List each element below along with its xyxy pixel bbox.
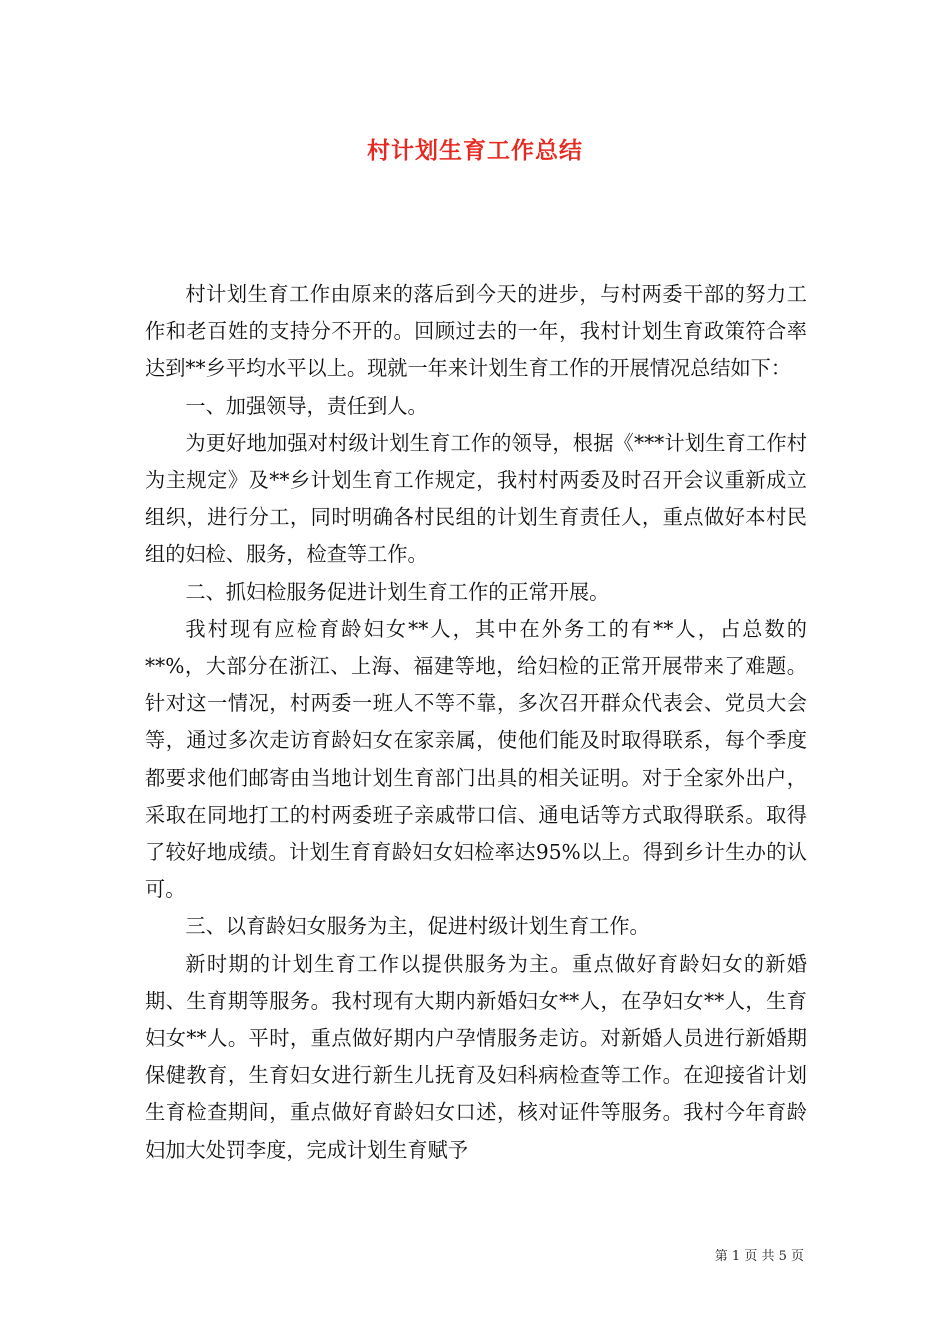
paragraph-section-1: 为更好地加强对村级计划生育工作的领导，根据《***计划生育工作村为主规定》及**乡计划生育工作规定，我村村两委及时召开会议重新成立组织，进行分工，同时明确各村民组的计划生育责任人，重点做好本村民组的妇检、服务，检查等工作。 [145, 430, 807, 567]
paragraph-section-2: 我村现有应检育龄妇女**人，其中在外务工的有**人，占总数的**%，大部分在浙江、上海、福建等地，给妇检的正常开展带来了难题。针对这一情况，村两委一班人不等不靠，多次召开群众代表会、党员大会等，通过多次走访育龄妇女在家亲属，使他们能及时取得联系，每个季度都要求他们邮寄由当地计划生育部门出具的相关证明。对于全家外出户，采取在同地打工的村两委班子亲戚带口信、通电话等方式取得联系。取得了较好地成绩。计划生育育龄妇女妇检率达95%以上。得到乡计生办的认可。 [145, 616, 807, 902]
section-heading-3: 三、以育龄妇女服务为主，促进村级计划生育工作。 [185, 914, 650, 939]
document-title: 村计划生育工作总结 [367, 137, 583, 164]
section-heading-2: 二、抓妇检服务促进计划生育工作的正常开展。 [185, 579, 610, 604]
paragraph-section-3: 新时期的计划生育工作以提供服务为主。重点做好育龄妇女的新婚期、生育期等服务。我村现有大期内新婚妇女**人，在孕妇女**人，生育妇女**人。平时，重点做好期内户孕情服务走访。对新婚人员进行新婚期保健教育，生育妇女进行新生儿抚育及妇科病检查等工作。在迎接省计划生育检查期间，重点做好育龄妇女口述，核对证件等服务。我村今年育龄妇加大处罚李度，完成计划生育赋予 [145, 951, 807, 1162]
paragraph-intro: 村计划生育工作由原来的落后到今天的进步，与村两委干部的努力工作和老百姓的支持分不开的。回顾过去的一年，我村计划生育政策符合率达到**乡平均水平以上。现就一年来计划生育工作的开展情况总结如下： [145, 282, 807, 381]
section-heading-1: 一、加强领导，责任到人。 [185, 393, 428, 418]
document-body [145, 276, 807, 1169]
page-number-footer: 第 1 页 共 5 页 [714, 1249, 804, 1264]
